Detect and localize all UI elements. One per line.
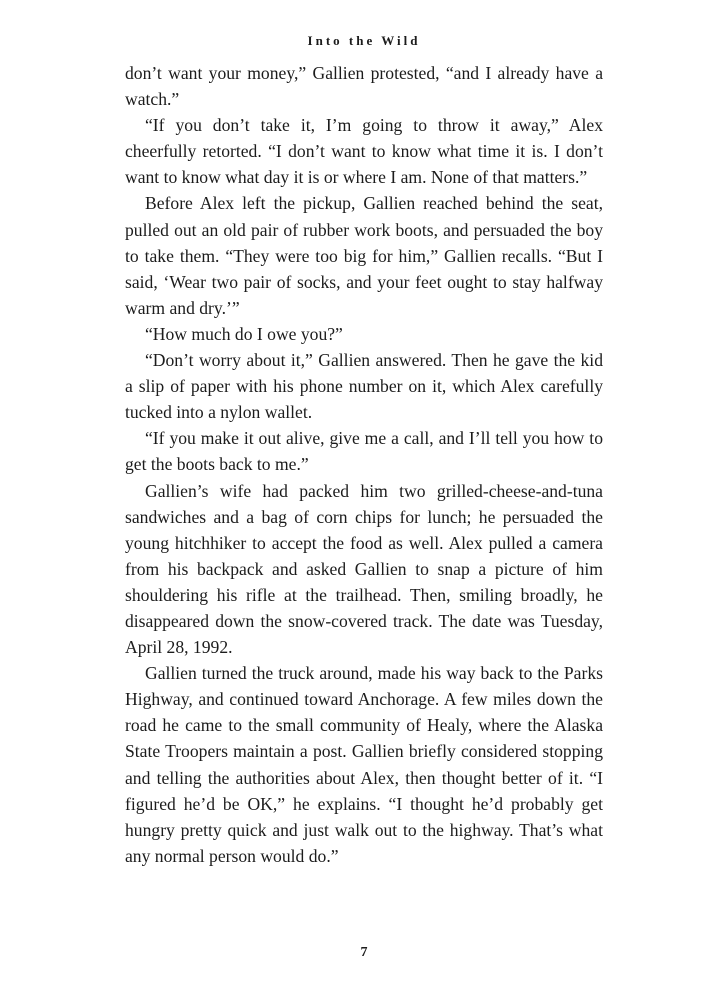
page-number: 7 xyxy=(360,945,368,960)
paragraph: “If you don’t take it, I’m going to throw it away,” Alex cheerfully retorted. “I don’t want to know what time it is. I don’t want to know what day it is or where I am. None of that matters.” xyxy=(125,115,603,188)
paragraph: “How much do I owe you?” xyxy=(145,323,343,344)
paragraph: Gallien’s wife had packed him two grilled-cheese-and-tuna sandwiches and a bag of corn chips for lunch; he persuaded the young hitchhiker to accept the food as well. Alex pulled a camera from his backpack and asked Gallien to snap a picture of him shouldering his rifle at the trailhead. Then, smiling broadly, he disappeared down the snow-covered track. The date was Tuesday, April 28, 1992. xyxy=(125,480,603,658)
running-head-title: Into the Wild xyxy=(307,33,421,48)
paragraph: Before Alex left the pickup, Gallien reached behind the seat, pulled out an old pair of rubber work boots, and persuaded the boy to take them. “They were too big for him,” Gallien recalls. “But I said, ‘Wear two pair of socks, and your feet ought to stay halfway warm and dry.’” xyxy=(125,193,603,318)
paragraph: “If you make it out alive, give me a call, and I’ll tell you how to get the boots back to me.” xyxy=(125,428,603,475)
body-text xyxy=(125,60,603,869)
paragraph: Gallien turned the truck around, made his way back to the Parks Highway, and continued toward Anchorage. A few miles down the road he came to the small community of Healy, where the Alaska State Troopers maintain a post. Gallien briefly considered stopping and telling the authorities about Alex, then thought better of it. “I figured he’d be OK,” he explains. “I thought he’d probably get hungry pretty quick and just walk out to the highway. That’s what any normal person would do.” xyxy=(125,663,603,866)
paragraph: “Don’t worry about it,” Gallien answered. Then he gave the kid a slip of paper with his phone number on it, which Alex carefully tucked into a nylon wallet. xyxy=(125,350,603,423)
paragraph: don’t want your money,” Gallien protested, “and I already have a watch.” xyxy=(125,63,603,110)
